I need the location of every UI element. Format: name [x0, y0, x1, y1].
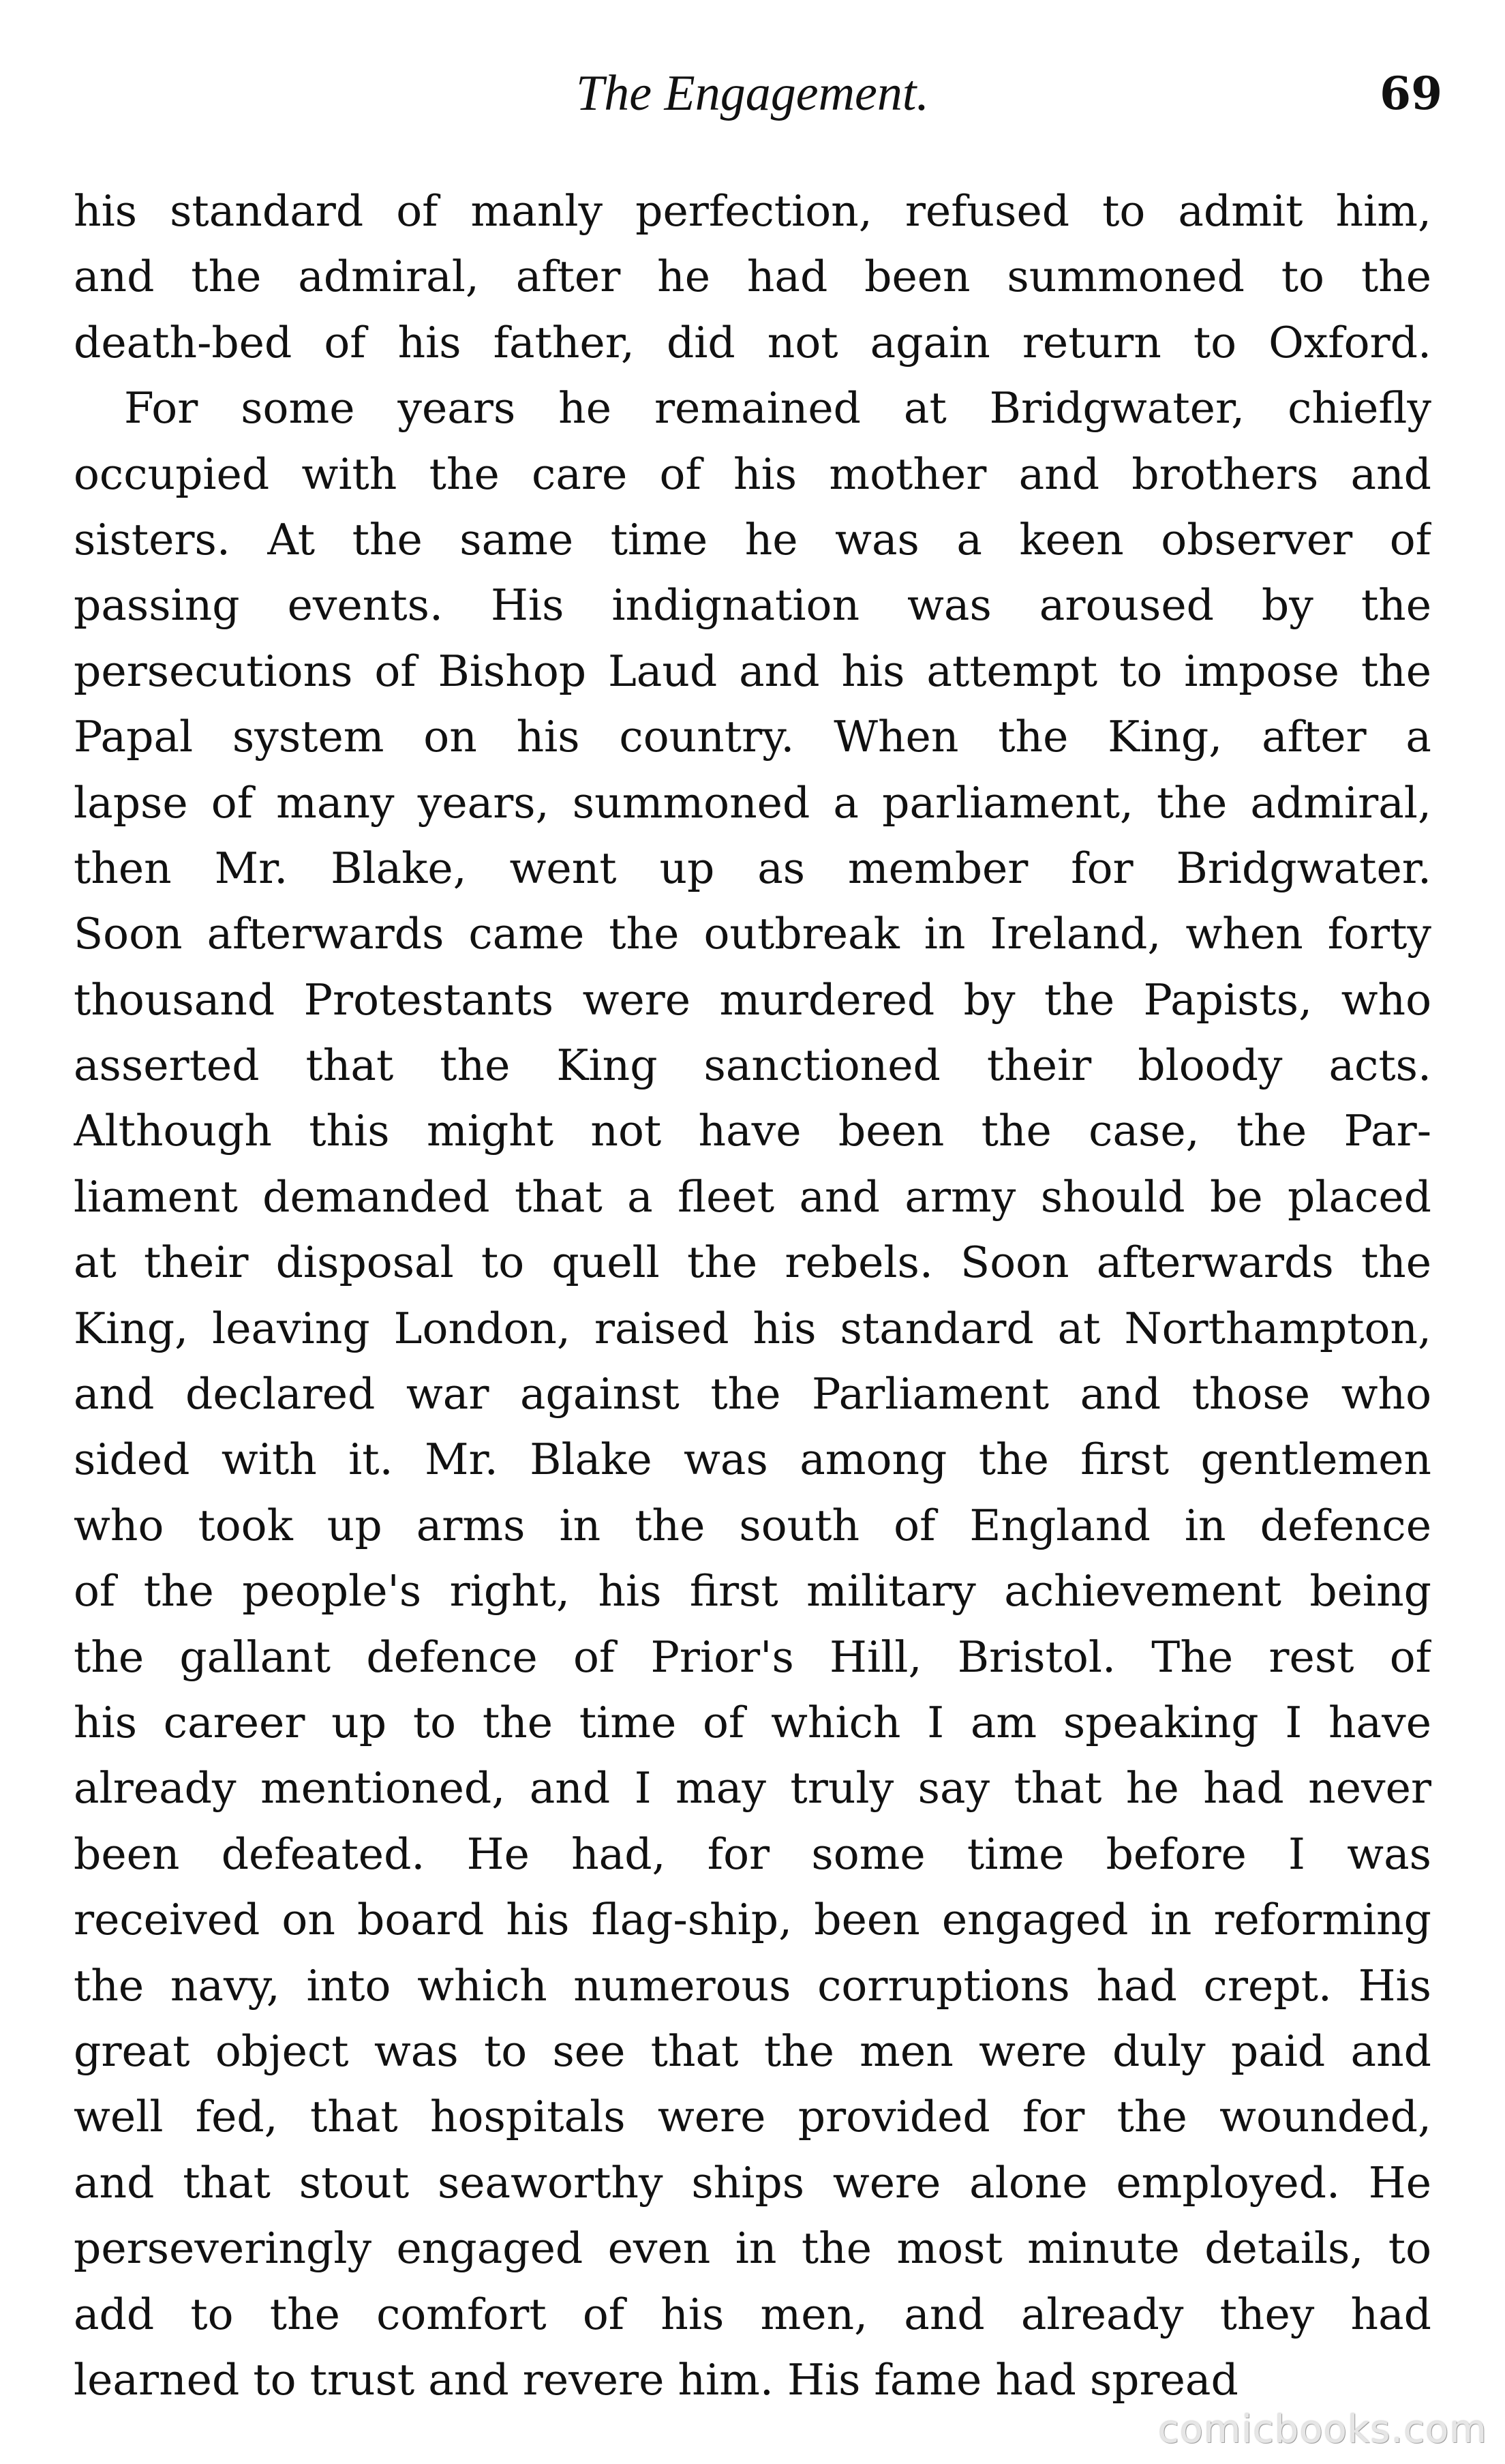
- text-line: persecutions of Bishop Laud and his attempt to impose the: [74, 646, 1431, 696]
- text-line: well fed, that hospitals were provided for the wounded,: [74, 2092, 1431, 2142]
- text-line: perseveringly engaged even in the most minute details, to: [74, 2223, 1431, 2274]
- text-line: Although this might not have been the case, the Par-: [74, 1106, 1431, 1156]
- text-line: been defeated. He had, for some time before I was: [74, 1829, 1431, 1879]
- text-line: liament demanded that a fleet and army should be placed: [74, 1171, 1431, 1222]
- text-line: and declared war against the Parliament and those who: [74, 1369, 1431, 1419]
- text-line: death-bed of his father, did not again return to Oxford.: [74, 317, 1431, 367]
- text-line: received on board his flag-ship, been engaged in reforming: [74, 1895, 1431, 1945]
- text-line: and the admiral, after he had been summoned to the: [74, 252, 1431, 302]
- text-line: who took up arms in the south of England in defence: [74, 1500, 1431, 1550]
- text-line: King, leaving London, raised his standard at Northampton,: [74, 1303, 1431, 1353]
- text-line: passing events. His indignation was aroused by the: [74, 580, 1431, 631]
- watermark: comicbooks.com: [1157, 2407, 1487, 2452]
- text-line: and that stout seaworthy ships were alone employed. He: [74, 2157, 1431, 2208]
- text-line: the navy, into which numerous corruptions had crept. His: [74, 1960, 1431, 2011]
- text-line: the gallant defence of Prior's Hill, Bristol. The rest of: [74, 1632, 1431, 1682]
- text-line: lapse of many years, summoned a parliament, the admiral,: [74, 777, 1431, 828]
- text-line: add to the comfort of his men, and already they had: [74, 2289, 1431, 2339]
- text-line: thousand Protestants were murdered by the Papists, who: [74, 974, 1431, 1025]
- text-line: For some years he remained at Bridgwater, chiefly: [124, 383, 1431, 434]
- text-line: sisters. At the same time he was a keen observer of: [74, 514, 1431, 565]
- text-line: occupied with the care of his mother and brothers and: [74, 449, 1431, 499]
- text-line: his standard of manly perfection, refused to admit him,: [74, 186, 1431, 236]
- body-text: [74, 179, 1431, 2413]
- text-line: great object was to see that the men were duly paid and: [74, 2026, 1431, 2076]
- text-line: Soon afterwards came the outbreak in Ireland, when forty: [74, 909, 1431, 959]
- text-line: asserted that the King sanctioned their bloody acts.: [74, 1040, 1431, 1091]
- running-header-title: The Engagement.: [576, 65, 929, 121]
- text-line: learned to trust and revere him. His fame had spread: [74, 2354, 1238, 2405]
- text-line: his career up to the time of which I am speaking I have: [74, 1697, 1431, 1747]
- text-line: then Mr. Blake, went up as member for Bridgwater.: [74, 843, 1431, 893]
- text-line: Papal system on his country. When the King, after a: [74, 712, 1431, 762]
- text-line: of the people's right, his first military achievement being: [74, 1566, 1431, 1617]
- text-line: at their disposal to quell the rebels. Soon afterwards the: [74, 1237, 1431, 1288]
- text-line: already mentioned, and I may truly say that he had never: [74, 1763, 1431, 1814]
- text-line: sided with it. Mr. Blake was among the first gentlemen: [74, 1434, 1431, 1485]
- page-number: 69: [1380, 67, 1442, 120]
